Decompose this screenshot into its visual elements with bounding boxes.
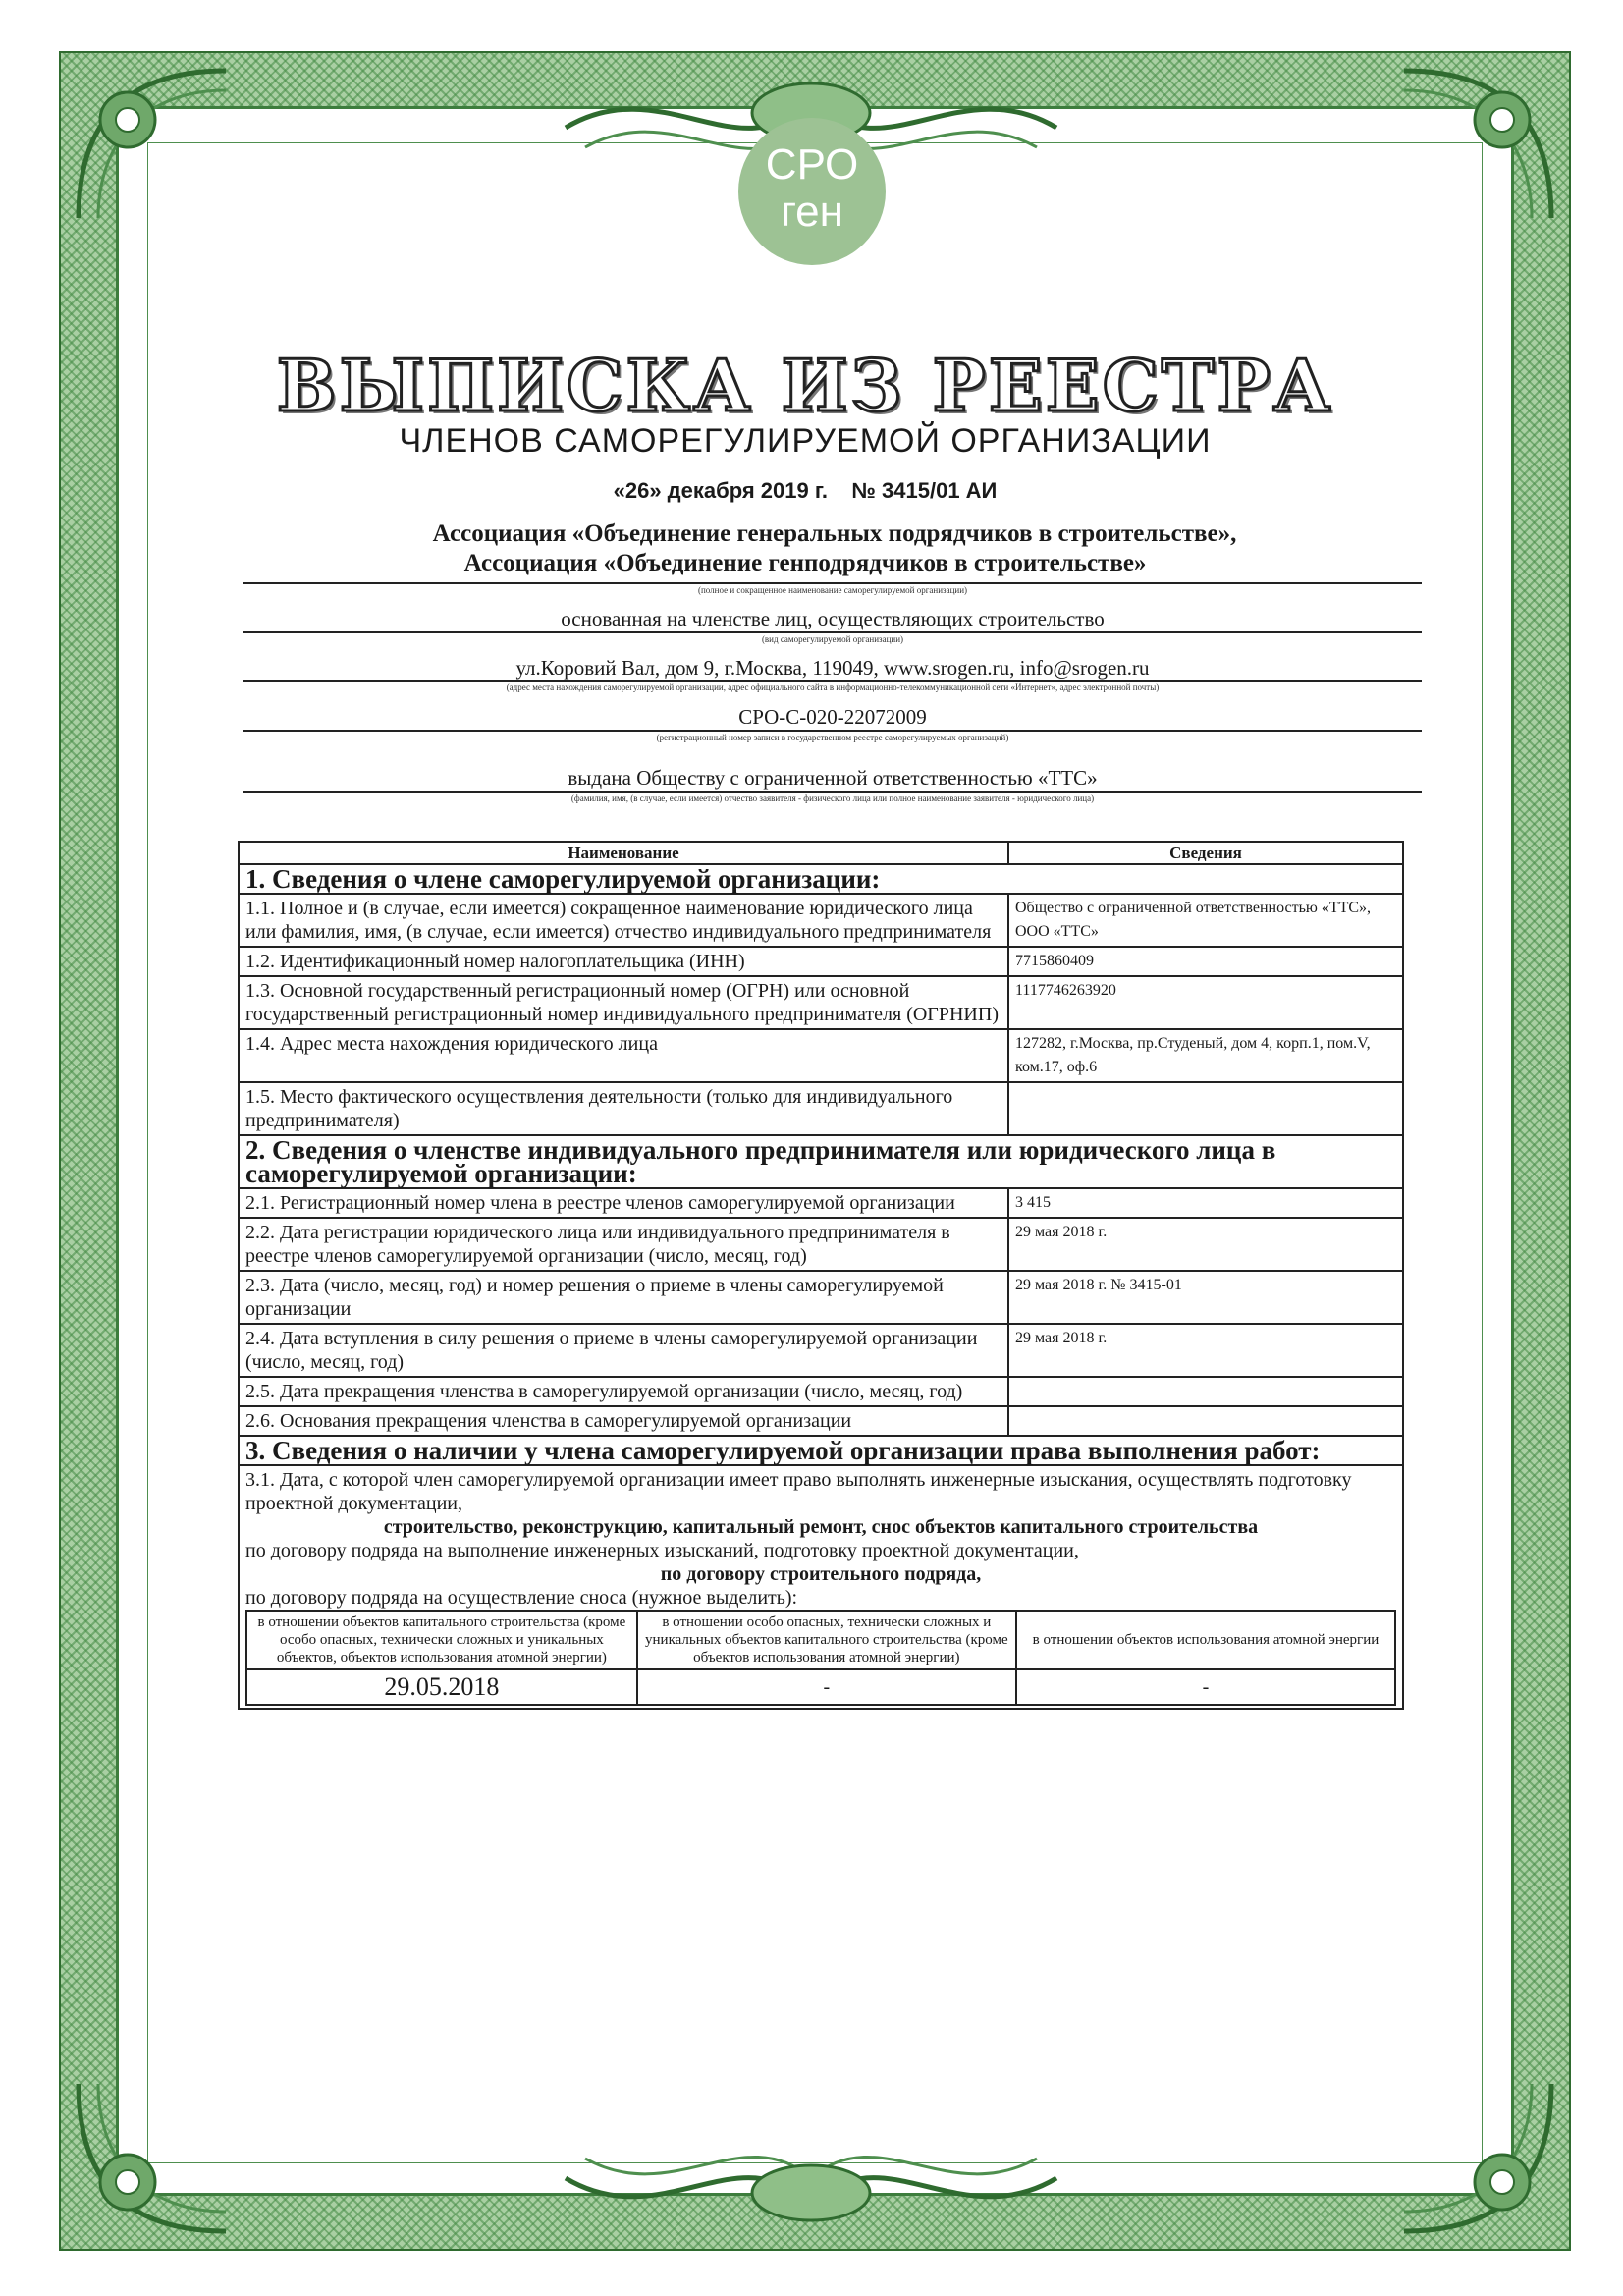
- row-label: 2.3. Дата (число, месяц, год) и номер решения о приеме в члены саморегулируемой организации: [239, 1271, 1008, 1324]
- corner-ornament-icon: [1394, 61, 1561, 228]
- registry-table: [238, 841, 1404, 1710]
- section-1-heading: 1. Сведения о члене саморегулируемой организации:: [239, 864, 1403, 894]
- underline: [243, 730, 1422, 732]
- bottom-scroll-ornament-icon: [546, 2129, 1076, 2247]
- org-type-caption: (вид саморегулируемой организации): [761, 634, 904, 644]
- table-row: [239, 1271, 1403, 1324]
- row-label: 1.3. Основной государственный регистрационный номер (ОГРН) или основной государственный регистрационный номер индивидуального предпринимателя (ОГРНИП): [239, 976, 1008, 1029]
- row-label: 2.5. Дата прекращения членства в саморегулируемой организации (число, месяц, год): [239, 1377, 1008, 1406]
- association-caption: (полное и сокращенное наименование саморегулируемой организации): [697, 585, 968, 595]
- rights-value-nuclear: -: [1016, 1669, 1395, 1705]
- underline: [243, 582, 1422, 584]
- table-row: [239, 1082, 1403, 1135]
- org-type-value: основанная на членстве лиц, осуществляющих строительство: [561, 607, 1105, 630]
- row-label: 1.2. Идентификационный номер налогоплательщика (ИНН): [239, 947, 1008, 976]
- underline: [243, 791, 1422, 793]
- corner-ornament-icon: [69, 2074, 236, 2241]
- work-rights-line: по договору подряда на осуществление сноса (нужное выделить):: [245, 1587, 798, 1609]
- row-value: [1008, 1082, 1403, 1135]
- table-row: [239, 1406, 1403, 1436]
- address-caption: (адрес места нахождения саморегулируемой организации, адрес официального сайта в информационно-телекоммуникационной сети «Интернет», адрес электронной почты): [506, 683, 1160, 692]
- document-subtitle: ЧЛЕНОВ САМОРЕГУЛИРУЕМОЙ ОРГАНИЗАЦИИ: [399, 422, 1212, 460]
- row-value: 29 мая 2018 г.: [1008, 1218, 1403, 1271]
- column-header-name: Наименование: [239, 842, 1008, 864]
- address-value: ул.Коровий Вал, дом 9, г.Москва, 119049, www.srogen.ru, info@srogen.ru: [515, 656, 1150, 680]
- work-rights-line: строительство, реконструкцию, капитальный ремонт, снос объектов капитального строительства: [383, 1516, 1259, 1538]
- table-row: [239, 1188, 1403, 1218]
- issued-to-value: выдана Обществу с ограниченной ответственностью «ТТС»: [568, 766, 1098, 790]
- association-full-name: Ассоциация «Объединение генеральных подрядчиков в строительстве»,: [432, 520, 1237, 547]
- work-rights-table: [245, 1610, 1396, 1706]
- section-row: [239, 1436, 1403, 1465]
- registry-number-value: СРО-С-020-22072009: [738, 705, 927, 729]
- table-row: [246, 1669, 1395, 1705]
- rights-header-hazardous: в отношении особо опасных, технически сложных и уникальных объектов капитального строительства (кроме объектов использования атомной энергии): [637, 1611, 1016, 1669]
- date-and-number: «26» декабря 2019 г. № 3415/01 АИ: [613, 478, 998, 503]
- row-value: [1008, 894, 1403, 947]
- row-label: 1.5. Место фактического осуществления деятельности (только для индивидуального предпринимателя): [239, 1082, 1008, 1135]
- row-label: 2.2. Дата регистрации юридического лица или индивидуального предпринимателя в реестре членов саморегулируемой организации (число, месяц, год): [239, 1218, 1008, 1271]
- rights-value-hazardous: -: [637, 1669, 1016, 1705]
- column-header-info: Сведения: [1008, 842, 1403, 864]
- table-row: [239, 1218, 1403, 1271]
- logo-line-1: СРО: [765, 140, 859, 189]
- rights-header-ordinary: в отношении объектов капитального строительства (кроме особо опасных, технически сложных и уникальных объектов, объектов использования атомной энергии): [246, 1611, 637, 1669]
- section-2-heading: 2. Сведения о членстве индивидуального предпринимателя или юридического лица в саморегулируемой организации:: [239, 1135, 1403, 1188]
- row-label: 1.4. Адрес места нахождения юридического лица: [239, 1029, 1008, 1082]
- section-row: [239, 1135, 1403, 1188]
- table-row: [239, 947, 1403, 976]
- row-label: 2.1. Регистрационный номер члена в реестре членов саморегулируемой организации: [239, 1188, 1008, 1218]
- row-label: 2.6. Основания прекращения членства в саморегулируемой организации: [239, 1406, 1008, 1436]
- row-value: 7715860409: [1008, 947, 1403, 976]
- work-rights-line: по договору строительного подряда,: [660, 1563, 982, 1585]
- table-row: [239, 1029, 1403, 1082]
- table-row: [239, 976, 1403, 1029]
- sro-gen-logo: [738, 118, 886, 265]
- row-value: 3 415: [1008, 1188, 1403, 1218]
- section-row: [239, 864, 1403, 894]
- row-value: 127282, г.Москва, пр.Студеный, дом 4, корп.1, пом.V, ком.17, оф.6: [1008, 1029, 1403, 1082]
- issued-to-caption: (фамилия, имя, (в случае, если имеется) отчество заявителя - физического лица или полное наименование заявителя - юридического лица): [570, 793, 1095, 803]
- corner-ornament-icon: [1394, 2074, 1561, 2241]
- underline: [243, 680, 1422, 682]
- table-row: [239, 1465, 1403, 1709]
- table-row: [239, 894, 1403, 947]
- value-line: ООО «ТТС»: [1015, 923, 1099, 940]
- work-rights-line: по договору подряда на выполнение инженерных изысканий, подготовку проектной документации,: [245, 1540, 1079, 1561]
- underline: [243, 631, 1422, 633]
- registry-number-caption: (регистрационный номер записи в государственном реестре саморегулируемых организаций): [656, 733, 1009, 742]
- row-value: 1117746263920: [1008, 976, 1403, 1029]
- value-line: Общество с ограниченной ответственностью «ТТС»,: [1015, 900, 1372, 916]
- work-rights-description: [239, 1465, 1403, 1709]
- row-value: [1008, 1377, 1403, 1406]
- table-row: [239, 1377, 1403, 1406]
- row-value: [1008, 1406, 1403, 1436]
- logo-line-2: ген: [781, 188, 843, 236]
- section-3-heading: 3. Сведения о наличии у члена саморегулируемой организации права выполнения работ:: [239, 1436, 1403, 1465]
- table-row: [246, 1611, 1395, 1669]
- corner-ornament-icon: [69, 61, 236, 228]
- row-value: 29 мая 2018 г. № 3415-01: [1008, 1271, 1403, 1324]
- association-short-name: Ассоциация «Объединение генподрядчиков в строительстве»: [463, 550, 1147, 576]
- rights-value-ordinary: 29.05.2018: [246, 1669, 637, 1705]
- table-header-row: [239, 842, 1403, 864]
- row-label: 2.4. Дата вступления в силу решения о приеме в члены саморегулируемой организации (число, месяц, год): [239, 1324, 1008, 1377]
- table-row: [239, 1324, 1403, 1377]
- work-rights-line: 3.1. Дата, с которой член саморегулируемой организации имеет право выполнять инженерные изыскания, осуществлять подготовку проектной документации,: [245, 1469, 1352, 1514]
- rights-header-nuclear: в отношении объектов использования атомной энергии: [1016, 1611, 1395, 1669]
- row-label: 1.1. Полное и (в случае, если имеется) сокращенное наименование юридического лица или фамилия, имя, (в случае, если имеется) отчество индивидуального предпринимателя: [239, 894, 1008, 947]
- row-value: 29 мая 2018 г.: [1008, 1324, 1403, 1377]
- document-title: ВЫПИСКА ИЗ РЕЕСТРА: [276, 344, 1334, 427]
